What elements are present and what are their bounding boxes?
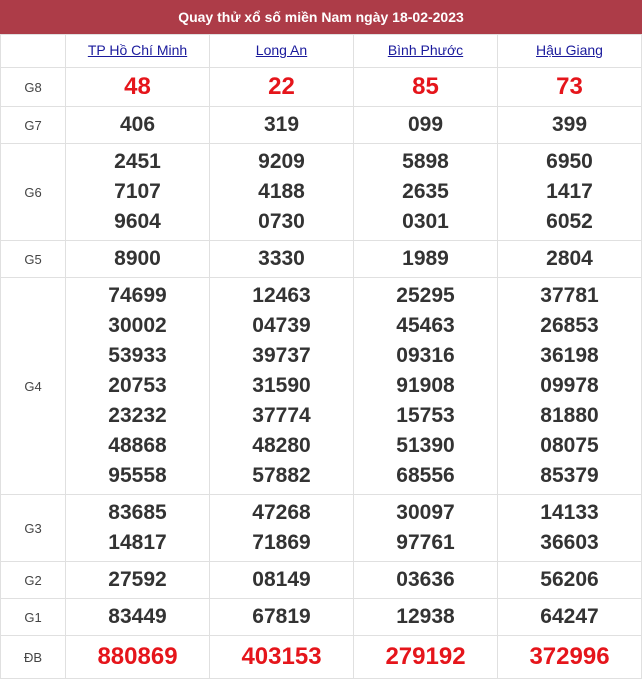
prize-row: [1, 495, 642, 562]
prize-cell: [66, 278, 210, 495]
prize-number: 03636: [396, 568, 455, 591]
prize-number: 39737: [252, 344, 311, 367]
prize-cell: [498, 241, 642, 278]
prize-number: 81880: [540, 404, 599, 427]
prize-number: 319: [263, 113, 300, 136]
prize-number: 51390: [396, 434, 455, 457]
prize-number: 95558: [108, 464, 167, 487]
prize-number: 85: [412, 73, 439, 100]
prize-number: 399: [551, 113, 588, 136]
prize-number: 880869: [97, 643, 178, 670]
prize-cell: [210, 495, 354, 562]
prize-number: 279192: [385, 643, 466, 670]
province-link[interactable]: TP Hồ Chí Minh: [87, 42, 188, 58]
prize-cell: [354, 144, 498, 241]
prize-number: 5898: [402, 150, 449, 173]
prize-label: G4: [1, 278, 66, 495]
prize-number: 36603: [540, 531, 599, 554]
prize-number: 71869: [252, 531, 311, 554]
prize-cell: [66, 599, 210, 636]
prize-number: 56206: [540, 568, 599, 591]
prize-number: 23232: [108, 404, 167, 427]
prize-cell: [498, 107, 642, 144]
prize-number: 7107: [114, 180, 161, 203]
prize-label: G2: [1, 562, 66, 599]
prize-number: 12938: [396, 605, 455, 628]
prize-number: 31590: [252, 374, 311, 397]
prize-cell: [210, 278, 354, 495]
province-header[interactable]: [354, 35, 498, 68]
page-title: Quay thử xổ số miền Nam ngày 18-02-2023: [0, 0, 642, 34]
prize-number: 406: [119, 113, 156, 136]
prize-cell: [66, 241, 210, 278]
prize-number: 8900: [114, 247, 161, 270]
prize-cell: [498, 562, 642, 599]
prize-row: [1, 68, 642, 107]
prize-label: ĐB: [1, 636, 66, 679]
prize-label: G8: [1, 68, 66, 107]
province-link[interactable]: Long An: [255, 42, 308, 58]
prize-number: 403153: [241, 643, 322, 670]
prize-number: 0301: [402, 210, 449, 233]
prize-row: [1, 107, 642, 144]
prize-number: 2635: [402, 180, 449, 203]
prize-cell: [66, 107, 210, 144]
prize-number: 26853: [540, 314, 599, 337]
prize-cell: [498, 278, 642, 495]
prize-number: 14133: [540, 501, 599, 524]
prize-cell: [354, 599, 498, 636]
prize-number: 2451: [114, 150, 161, 173]
prize-cell: [66, 636, 210, 679]
prize-cell: [354, 68, 498, 107]
province-link[interactable]: Bình Phước: [387, 42, 464, 58]
prize-number: 1989: [402, 247, 449, 270]
prize-number: 36198: [540, 344, 599, 367]
prize-number: 6052: [546, 210, 593, 233]
prize-number: 15753: [396, 404, 455, 427]
prize-number: 6950: [546, 150, 593, 173]
prize-number: 64247: [540, 605, 599, 628]
prize-number: 48868: [108, 434, 167, 457]
prize-number: 48280: [252, 434, 311, 457]
province-header[interactable]: [498, 35, 642, 68]
prize-cell: [354, 278, 498, 495]
prize-label: G7: [1, 107, 66, 144]
prize-number: 30097: [396, 501, 455, 524]
prize-row: [1, 241, 642, 278]
prize-number: 57882: [252, 464, 311, 487]
province-header[interactable]: [210, 35, 354, 68]
prize-number: 09316: [396, 344, 455, 367]
prize-row: [1, 144, 642, 241]
prize-number: 47268: [252, 501, 311, 524]
prize-cell: [66, 144, 210, 241]
prize-number: 27592: [108, 568, 167, 591]
prize-number: 12463: [252, 284, 311, 307]
prize-number: 74699: [108, 284, 167, 307]
prize-number: 83685: [108, 501, 167, 524]
prize-cell: [210, 562, 354, 599]
prize-number: 37774: [252, 404, 311, 427]
prize-number: 08149: [252, 568, 311, 591]
prize-cell: [498, 68, 642, 107]
prize-cell: [66, 495, 210, 562]
prize-number: 48: [124, 73, 151, 100]
prize-cell: [354, 495, 498, 562]
prize-number: 22: [268, 73, 295, 100]
prize-number: 20753: [108, 374, 167, 397]
province-header[interactable]: [66, 35, 210, 68]
results-table: [0, 34, 642, 679]
prize-cell: [498, 144, 642, 241]
prize-number: 97761: [396, 531, 455, 554]
prize-number: 04739: [252, 314, 311, 337]
prize-number: 0730: [258, 210, 305, 233]
prize-row: [1, 636, 642, 679]
prize-number: 08075: [540, 434, 599, 457]
prize-number: 73: [556, 73, 583, 100]
prize-cell: [210, 68, 354, 107]
prize-number: 53933: [108, 344, 167, 367]
prize-cell: [66, 562, 210, 599]
prize-number: 09978: [540, 374, 599, 397]
corner-cell: [1, 35, 66, 68]
prize-cell: [210, 241, 354, 278]
prize-label: G5: [1, 241, 66, 278]
prize-number: 83449: [108, 605, 167, 628]
prize-row: [1, 599, 642, 636]
prize-number: 25295: [396, 284, 455, 307]
prize-cell: [354, 562, 498, 599]
prize-cell: [498, 636, 642, 679]
prize-cell: [210, 107, 354, 144]
prize-number: 099: [407, 113, 444, 136]
prize-number: 9209: [258, 150, 305, 173]
prize-cell: [210, 144, 354, 241]
prize-number: 45463: [396, 314, 455, 337]
prize-cell: [66, 68, 210, 107]
prize-cell: [354, 107, 498, 144]
prize-row: [1, 278, 642, 495]
prize-number: 9604: [114, 210, 161, 233]
prize-number: 30002: [108, 314, 167, 337]
prize-number: 91908: [396, 374, 455, 397]
prize-number: 67819: [252, 605, 311, 628]
prize-number: 85379: [540, 464, 599, 487]
prize-cell: [498, 599, 642, 636]
prize-label: G1: [1, 599, 66, 636]
prize-number: 3330: [258, 247, 305, 270]
prize-number: 372996: [529, 643, 610, 670]
prize-label: G3: [1, 495, 66, 562]
province-header-row: [1, 35, 642, 68]
prize-number: 37781: [540, 284, 599, 307]
prize-number: 1417: [546, 180, 593, 203]
prize-label: G6: [1, 144, 66, 241]
prize-number: 2804: [546, 247, 593, 270]
prize-cell: [354, 636, 498, 679]
prize-number: 68556: [396, 464, 455, 487]
prize-number: 14817: [108, 531, 167, 554]
province-link[interactable]: Hậu Giang: [536, 42, 603, 58]
prize-number: 4188: [258, 180, 305, 203]
prize-cell: [354, 241, 498, 278]
prize-row: [1, 562, 642, 599]
prize-cell: [210, 636, 354, 679]
prize-cell: [498, 495, 642, 562]
prize-cell: [210, 599, 354, 636]
